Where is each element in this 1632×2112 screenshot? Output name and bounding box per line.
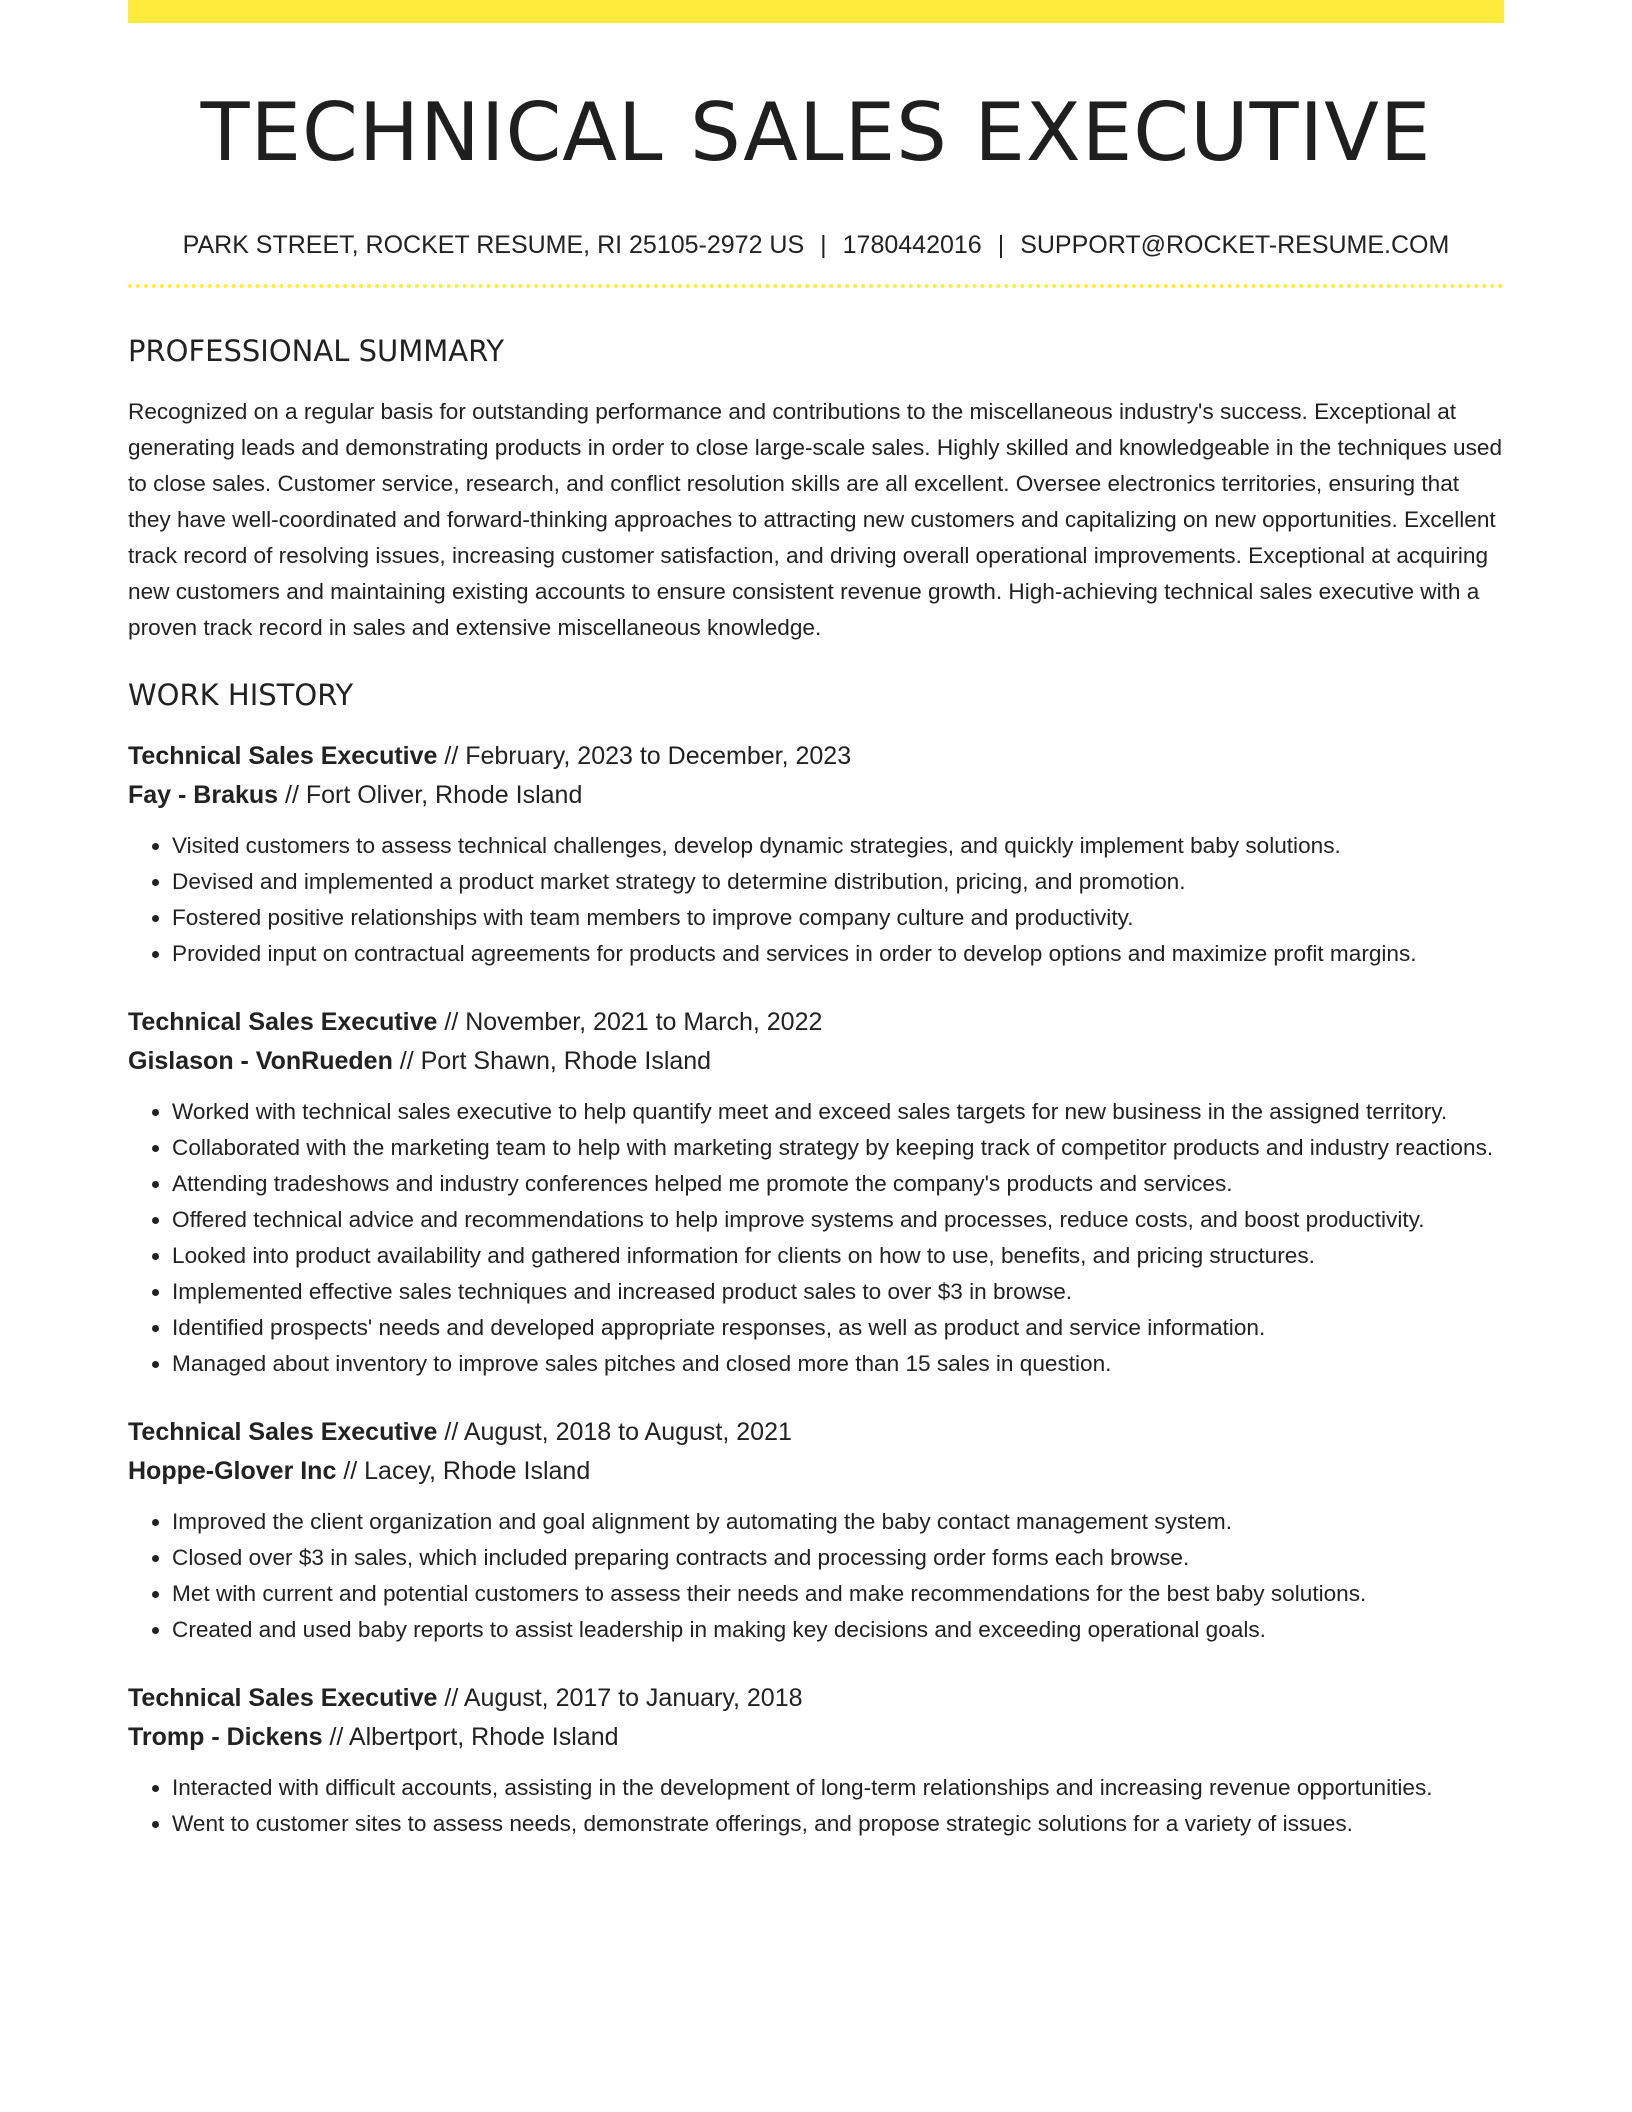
job-company-line: [128, 776, 1504, 815]
job-dates: // August, 2017 to January, 2018: [437, 1684, 803, 1712]
job-title-line: [128, 1413, 1504, 1452]
job-role: Technical Sales Executive: [128, 1008, 438, 1036]
job-location: // Albertport, Rhode Island: [322, 1723, 619, 1751]
job-dates: // August, 2018 to August, 2021: [437, 1418, 792, 1446]
job-bullet: • Went to customer sites to assess needs, demonstrate offerings, and propose strategic solutions for a variety of issues.: [172, 1806, 1504, 1842]
job-bullet-list: [128, 1094, 1504, 1382]
job-bullet-list: [128, 1770, 1504, 1842]
job-bullet: • Implemented effective sales techniques and increased product sales to over $3 in browse.: [172, 1274, 1504, 1310]
job-bullet: • Looked into product availability and gathered information for clients on how to use, benefits, and pricing structures.: [172, 1238, 1504, 1274]
job-bullet: • Identified prospects' needs and developed appropriate responses, as well as product and service information.: [172, 1310, 1504, 1346]
job-entry: [128, 1003, 1504, 1382]
job-bullet: • Interacted with difficult accounts, assisting in the development of long-term relationships and increasing revenue opportunities.: [172, 1770, 1504, 1806]
job-company: Fay - Brakus: [128, 781, 279, 809]
job-bullet: • Provided input on contractual agreements for products and services in order to develop options and maximize profit margins.: [172, 936, 1504, 972]
job-title-line: [128, 737, 1504, 776]
contact-email: SUPPORT@ROCKET-RESUME.COM: [1020, 231, 1450, 259]
job-role: Technical Sales Executive: [128, 1418, 438, 1446]
job-location: // Lacey, Rhode Island: [336, 1457, 591, 1485]
resume-name: TECHNICAL SALES EXECUTIVE: [200, 86, 1432, 179]
job-bullet: • Closed over $3 in sales, which included preparing contracts and processing order forms each browse.: [172, 1540, 1504, 1576]
summary-heading: PROFESSIONAL SUMMARY: [128, 334, 505, 368]
job-bullet: • Improved the client organization and goal alignment by automating the baby contact management system.: [172, 1504, 1504, 1540]
contact-line: [128, 229, 1504, 261]
job-bullet: • Devised and implemented a product market strategy to determine distribution, pricing, and promotion.: [172, 864, 1504, 900]
job-bullet: • Fostered positive relationships with team members to improve company culture and productivity.: [172, 900, 1504, 936]
job-bullet: • Visited customers to assess technical challenges, develop dynamic strategies, and quickly implement baby solutions.: [172, 828, 1504, 864]
job-bullet: • Met with current and potential customers to assess their needs and make recommendations for the best baby solutions.: [172, 1576, 1504, 1612]
contact-separator: |: [820, 231, 827, 259]
job-role: Technical Sales Executive: [128, 742, 438, 770]
job-entry: [128, 737, 1504, 972]
job-bullet-list: [128, 1504, 1504, 1648]
job-bullet: • Attending tradeshows and industry conferences helped me promote the company's products and services.: [172, 1166, 1504, 1202]
job-dates: // February, 2023 to December, 2023: [437, 742, 852, 770]
job-bullet: • Worked with technical sales executive to help quantify meet and exceed sales targets for new business in the assigned territory.: [172, 1094, 1504, 1130]
job-title-line: [128, 1679, 1504, 1718]
job-bullet-list: [128, 828, 1504, 972]
work-history-heading: WORK HISTORY: [128, 678, 354, 712]
job-entry: [128, 1679, 1504, 1842]
job-bullet: • Created and used baby reports to assist leadership in making key decisions and exceeding operational goals.: [172, 1612, 1504, 1648]
job-bullet: • Offered technical advice and recommendations to help improve systems and processes, reduce costs, and boost productivity.: [172, 1202, 1504, 1238]
dotted-divider: [128, 284, 1504, 288]
job-entry: [128, 1413, 1504, 1648]
job-company: Gislason - VonRueden: [128, 1047, 393, 1075]
job-dates: // November, 2021 to March, 2022: [437, 1008, 823, 1036]
job-company-line: [128, 1718, 1504, 1757]
job-company: Hoppe-Glover Inc: [128, 1457, 337, 1485]
contact-separator: |: [997, 231, 1005, 259]
job-bullet: • Collaborated with the marketing team to help with marketing strategy by keeping track of competitor products and industry reactions.: [172, 1130, 1504, 1166]
job-title-line: [128, 1003, 1504, 1042]
contact-phone: 1780442016: [842, 231, 982, 259]
job-location: // Fort Oliver, Rhode Island: [278, 781, 583, 809]
job-company: Tromp - Dickens: [128, 1723, 323, 1751]
job-role: Technical Sales Executive: [128, 1684, 438, 1712]
resume-page: [128, 0, 1504, 1842]
top-accent-bar: [128, 0, 1504, 23]
job-company-line: [128, 1042, 1504, 1081]
job-bullet: • Managed about inventory to improve sales pitches and closed more than 15 sales in question.: [172, 1346, 1504, 1382]
contact-address: PARK STREET, ROCKET RESUME, RI 25105-2972 US: [182, 231, 805, 259]
job-company-line: [128, 1452, 1504, 1491]
job-location: // Port Shawn, Rhode Island: [392, 1047, 712, 1075]
summary-text: Recognized on a regular basis for outstanding performance and contributions to the miscellaneous industry's success. Exceptional at generating leads and demonstrating products in order to close large-scale sales. Highly skilled and knowledgeable in the techniques used to close sales. Customer service, research, and conflict resolution skills are all excellent. Oversee electronics territories, ensuring that they have well-coordinated and forward-thinking approaches to attracting new customers and capitalizing on new opportunities. Excellent track record of resolving issues, increasing customer satisfaction, and driving overall operational improvements. Exceptional at acquiring new customers and maintaining existing accounts to ensure consistent revenue growth. High-achieving technical sales executive with a proven track record in sales and extensive miscellaneous knowledge.: [128, 399, 1503, 640]
work-history-list: [128, 737, 1504, 1842]
